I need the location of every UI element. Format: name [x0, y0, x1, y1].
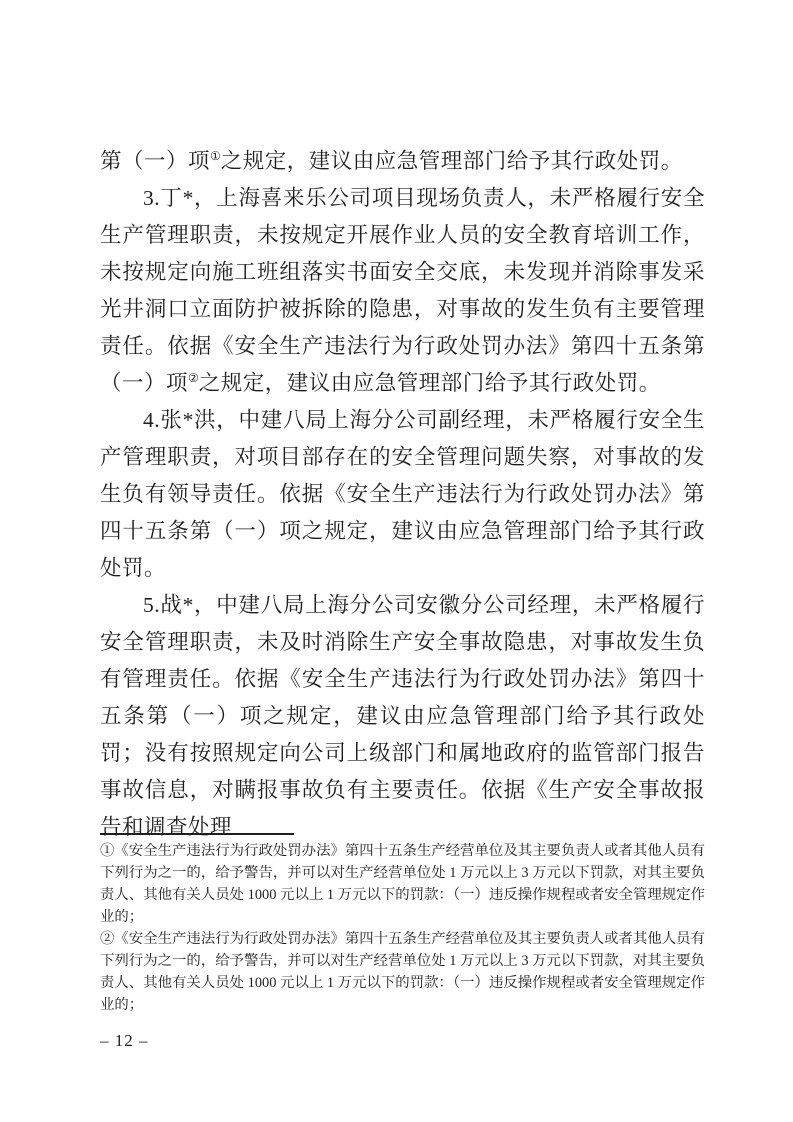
footnote-2-text: 《安全生产违法行为行政处罚办法》第四十五条生产经营单位及其主要负责人或者其他人员有下列行为之一的，给予警告，并可以对生产经营单位处 1 万元以上 3 万元以下罚款，对其主要负责人、其他有关人员处 1000 元以上 1 万元以下的罚款：（一）违反操作规程或者安全管理规定作业的； — [100, 931, 705, 1013]
paragraph-item-5 — [100, 587, 705, 846]
paragraph-item-3 — [100, 180, 705, 402]
paragraph-text: 3.丁*，上海喜来乐公司项目现场负责人，未严格履行安全生产管理职责，未按规定开展作业人员的安全教育培训工作，未按规定向施工班组落实书面安全交底，未发现并消除事发采光井洞口立面防护被拆除的隐患，对事故的发生负有主要管理责任。依据《安全生产违法行为行政处罚办法》第四十五条第（一）项 — [100, 186, 705, 395]
footnote-ref-1: ① — [210, 148, 221, 163]
footnote-2-marker: ② — [100, 931, 115, 947]
footnote-separator-line — [100, 833, 294, 835]
paragraph-text: 4.张*洪，中建八局上海分公司副经理，未严格履行安全生产管理职责，对项目部存在的安全管理问题失察，对事故的发生负有领导责任。依据《安全生产违法行为行政处罚办法》第四十五条第（一）项之规定，建议由应急管理部门给予其行政处罚。 — [100, 408, 705, 580]
footnotes-section — [100, 833, 705, 1016]
paragraph-text: 第（一）项 — [100, 149, 211, 173]
document-body — [100, 143, 705, 846]
footnote-ref-2: ② — [188, 370, 199, 385]
page-number: – 12 – — [100, 1031, 149, 1050]
paragraph-continuation — [100, 143, 705, 180]
footnote-1-marker: ① — [100, 843, 115, 859]
footnote-1 — [100, 840, 705, 928]
paragraph-text: 之规定，建议由应急管理部门给予其行政处罚。 — [220, 149, 683, 173]
footnote-2 — [100, 928, 705, 1016]
paragraph-text: 5.战*，中建八局上海分公司安徽分公司经理，未严格履行安全管理职责，未及时消除生产安全事故隐患，对事故发生负有管理责任。依据《安全生产违法行为行政处罚办法》第四十五条第（一）项之规定，建议由应急管理部门给予其行政处罚；没有按照规定向公司上级部门和属地政府的监管部门报告事故信息，对瞒报事故负有主要责任。依据《生产安全事故报告和调查处理 — [100, 593, 705, 839]
footnote-1-text: 《安全生产违法行为行政处罚办法》第四十五条生产经营单位及其主要负责人或者其他人员有下列行为之一的，给予警告，并可以对生产经营单位处 1 万元以上 3 万元以下罚款，对其主要负责人、其他有关人员处 1000 元以上 1 万元以下的罚款：（一）违反操作规程或者安全管理规定作业的； — [100, 843, 705, 925]
paragraph-text: 之规定，建议由应急管理部门给予其行政处罚。 — [198, 371, 661, 395]
paragraph-item-4 — [100, 402, 705, 587]
